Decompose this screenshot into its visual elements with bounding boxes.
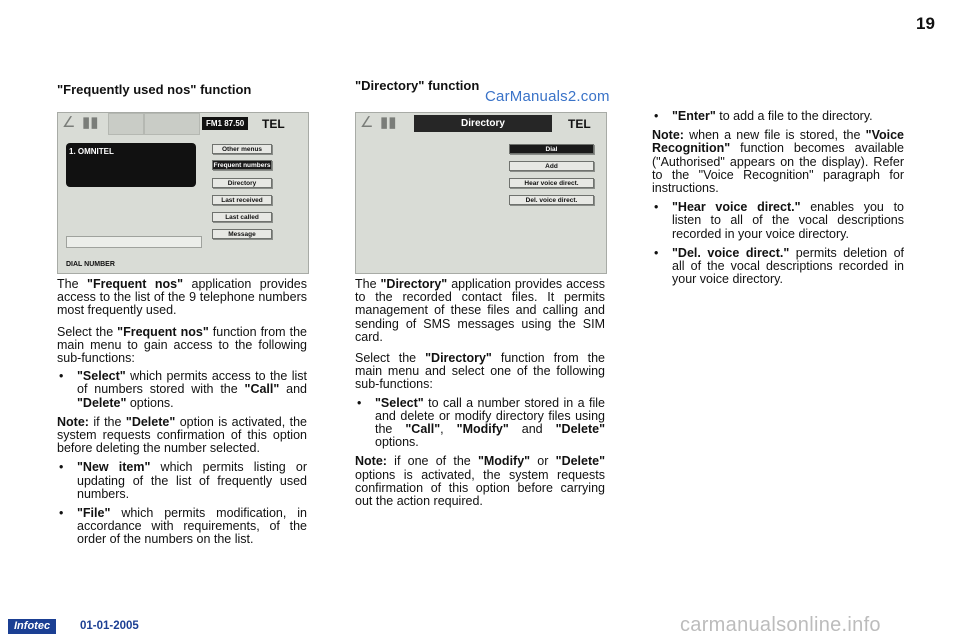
frequent-numbers-screen	[57, 112, 309, 274]
footer-site-watermark: carmanualsonline.info	[680, 614, 881, 636]
dial-number-label: DIAL NUMBER	[66, 261, 115, 268]
dial-number-input[interactable]	[66, 236, 202, 248]
menu-item-hear-voice-direct[interactable]: Hear voice direct.	[509, 178, 594, 188]
screen-tile	[144, 113, 200, 135]
menu-item-dial[interactable]: Dial	[509, 144, 594, 154]
tel-label: TEL	[568, 117, 591, 131]
directory-screen	[355, 112, 607, 274]
menu-item-del-voice-direct[interactable]: Del. voice direct.	[509, 195, 594, 205]
right-text-column	[652, 110, 904, 292]
selected-entry-box	[66, 143, 196, 187]
page-number: 19	[916, 14, 935, 33]
signal-icon: ∠	[360, 114, 374, 131]
menu-item-directory[interactable]: Directory	[212, 178, 272, 188]
entry-name: 1. OMNITEL	[69, 147, 114, 156]
bullet-select: • "Select" which permits access to the list of numbers stored with the "Call" and "Delete" options.	[57, 370, 307, 410]
bullet-enter: • "Enter" to add a file to the directory.	[652, 110, 904, 123]
note-modify-delete: Note: if one of the "Modify" or "Delete" options is activated, the system requests confirmation of this option before carrying out the action required.	[355, 454, 606, 509]
frequent-select-instruction: Select the "Frequent nos" function from the main menu to gain access to the following sub-functions:	[57, 324, 307, 366]
menu-item-add[interactable]: Add	[509, 161, 594, 171]
section-title-directory: "Directory" function	[355, 78, 480, 93]
menu-item-last-called[interactable]: Last called	[212, 212, 272, 222]
middle-text-column	[355, 278, 605, 514]
note-voice-recognition: Note: when a new file is stored, the "Voice Recognition" function becomes available ("Authorised" appears on the display). Refer to the "Voice Recognition" paragraph for instructions.	[652, 128, 904, 196]
section-title-frequent-nos: "Frequently used nos" function	[57, 82, 252, 97]
bullet-select: • "Select" to call a number stored in a file and delete or modify directory files using the "Call", "Modify" and "Delete" options.	[355, 397, 605, 450]
signal-icon: ∠	[62, 114, 76, 131]
footer-brand-logo: Infotec	[8, 619, 56, 634]
radio-frequency-display: FM1 87.50	[202, 117, 248, 130]
directory-select-instruction: Select the "Directory" function from the main menu and select one of the following sub-functions:	[355, 351, 605, 392]
directory-header: Directory	[414, 115, 552, 132]
screen-tile	[108, 113, 144, 135]
bullet-del-voice-direct: • "Del. voice direct." permits deletion of all of the vocal descriptions recorded in your voice directory.	[652, 247, 904, 287]
menu-item-last-received[interactable]: Last received	[212, 195, 272, 205]
bullet-new-item: • "New item" which permits listing or updating of the list of frequently used numbers.	[57, 461, 307, 501]
bullet-file: • "File" which permits modification, in accordance with requirements, of the order of the numbers on the list.	[57, 507, 307, 547]
footer-date: 01-01-2005	[80, 620, 139, 632]
menu-item-other-menus[interactable]: Other menus	[212, 144, 272, 154]
directory-intro: The "Directory" application provides access to the recorded contact files. It permits management of these files and calling and sending of SMS messages using the SIM card.	[355, 277, 606, 344]
menu-item-message[interactable]: Message	[212, 229, 272, 239]
tel-label: TEL	[262, 117, 285, 131]
phone-signal-icon: ▮▮	[380, 114, 397, 131]
left-text-column	[57, 278, 307, 553]
frequent-intro: The "Frequent nos" application provides access to the list of the 9 telephone numbers most frequently used.	[57, 277, 307, 318]
watermark: CarManuals2.com	[485, 88, 610, 105]
note-delete: Note: if the "Delete" option is activated, the system requests confirmation of this option before deleting the number selected.	[57, 414, 308, 456]
menu-item-frequent-numbers[interactable]: Frequent numbers	[213, 162, 271, 169]
bullet-hear-voice-direct: • "Hear voice direct." enables you to listen to all of the vocal descriptions recorded in your voice directory.	[652, 201, 904, 241]
phone-signal-icon: ▮▮	[82, 114, 99, 131]
